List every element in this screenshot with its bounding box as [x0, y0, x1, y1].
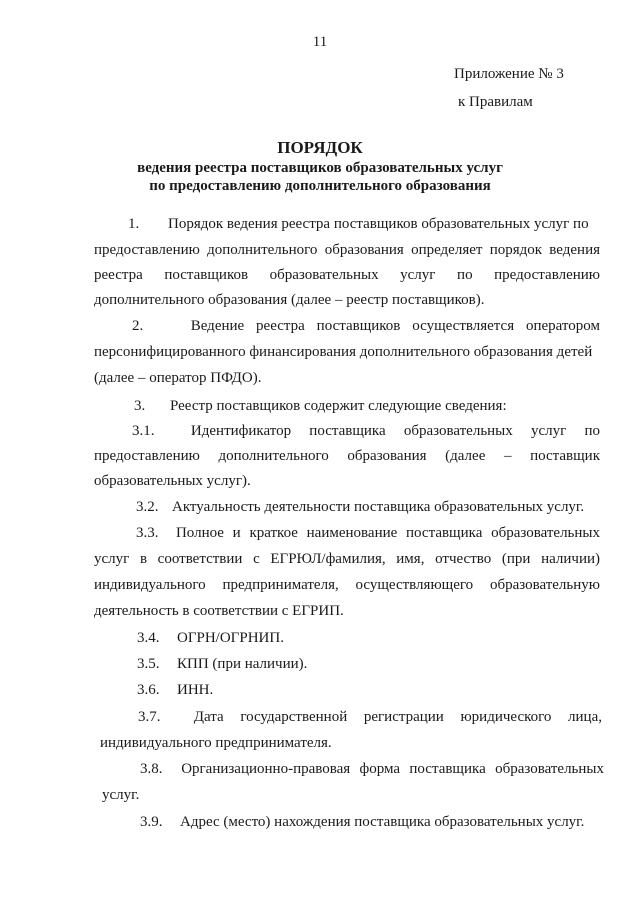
- item-number: 3.9.: [140, 814, 163, 830]
- paragraph-text: ИНН.: [177, 682, 214, 698]
- paragraph-line: реестра поставщиков образовательных услуг по предоставлению: [94, 267, 600, 283]
- paragraph-text: Порядок ведения реестра поставщиков образовательных услуг по: [168, 216, 589, 232]
- paragraph-text: Идентификатор поставщика образовательных услуг по: [190, 423, 601, 439]
- item-number: 3.4.: [137, 630, 160, 646]
- paragraph-line: [132, 316, 600, 336]
- paragraph-text: Ведение реестра поставщиков осуществляется оператором: [190, 318, 600, 334]
- document-subtitle-line1: ведения реестра поставщиков образовательных услуг: [137, 160, 503, 176]
- item-number: 3.: [134, 398, 146, 414]
- paragraph-line: образовательных услуг).: [94, 473, 251, 489]
- paragraph-3-5: [137, 654, 600, 674]
- paragraph-text: Реестр поставщиков содержит следующие сведения:: [170, 398, 507, 414]
- item-number: 2.: [132, 318, 144, 334]
- paragraph-line: персонифицированного финансирования дополнительного образования детей: [94, 344, 593, 360]
- paragraph-text: Дата государственной регистрации юридического лица,: [193, 709, 602, 725]
- paragraph-line: деятельность в соответствии с ЕГРИП.: [94, 603, 344, 619]
- item-number: 3.3.: [136, 525, 159, 541]
- item-number: 3.7.: [138, 709, 161, 725]
- paragraph-line: [132, 421, 600, 441]
- paragraph-line: [138, 707, 602, 727]
- paragraph-line: услуг.: [102, 787, 140, 803]
- item-number: 3.8.: [140, 761, 163, 777]
- paragraph-3-4: [137, 628, 600, 648]
- appendix-label: Приложение № 3: [454, 66, 564, 82]
- paragraph-line: индивидуального предпринимателя.: [100, 735, 332, 751]
- paragraph-text: Организационно-правовая форма поставщика образовательных: [181, 761, 604, 777]
- paragraph-3-9: [140, 812, 600, 832]
- paragraph-line: [136, 523, 600, 543]
- document-title: ПОРЯДОК: [277, 138, 363, 157]
- paragraph-line: [140, 759, 604, 779]
- paragraph-line: [128, 214, 600, 234]
- paragraph-text: Актуальность деятельности поставщика образовательных услуг.: [172, 499, 585, 515]
- paragraph-text: Полное и краткое наименование поставщика образовательных: [175, 525, 601, 541]
- paragraph-line: услуг в соответствии с ЕГРЮЛ/фамилия, имя, отчество (при наличии): [94, 551, 600, 567]
- paragraph-line: предоставлению дополнительного образования (далее – поставщик: [94, 448, 600, 464]
- appendix-rules-label: к Правилам: [458, 94, 533, 110]
- document-subtitle-line2: по предоставлению дополнительного образования: [149, 178, 491, 194]
- paragraph-text: КПП (при наличии).: [177, 656, 308, 672]
- item-number: 3.1.: [132, 423, 155, 439]
- item-number: 1.: [128, 216, 140, 232]
- page-number: 11: [312, 34, 328, 50]
- paragraph-line: (далее – оператор ПФДО).: [94, 370, 262, 386]
- item-number: 3.2.: [136, 499, 159, 515]
- paragraph-text: Адрес (место) нахождения поставщика образовательных услуг.: [180, 814, 585, 830]
- paragraph-3-6: [137, 680, 600, 700]
- paragraph-text: ОГРН/ОГРНИП.: [177, 630, 284, 646]
- paragraph-line: индивидуального предпринимателя, осуществляющего образовательную: [94, 577, 600, 593]
- paragraph-3-2: [136, 497, 600, 517]
- item-number: 3.5.: [137, 656, 160, 672]
- paragraph-3: [134, 396, 600, 416]
- paragraph-line: дополнительного образования (далее – реестр поставщиков).: [94, 292, 485, 308]
- paragraph-line: предоставлению дополнительного образования определяет порядок ведения: [94, 242, 600, 258]
- item-number: 3.6.: [137, 682, 160, 698]
